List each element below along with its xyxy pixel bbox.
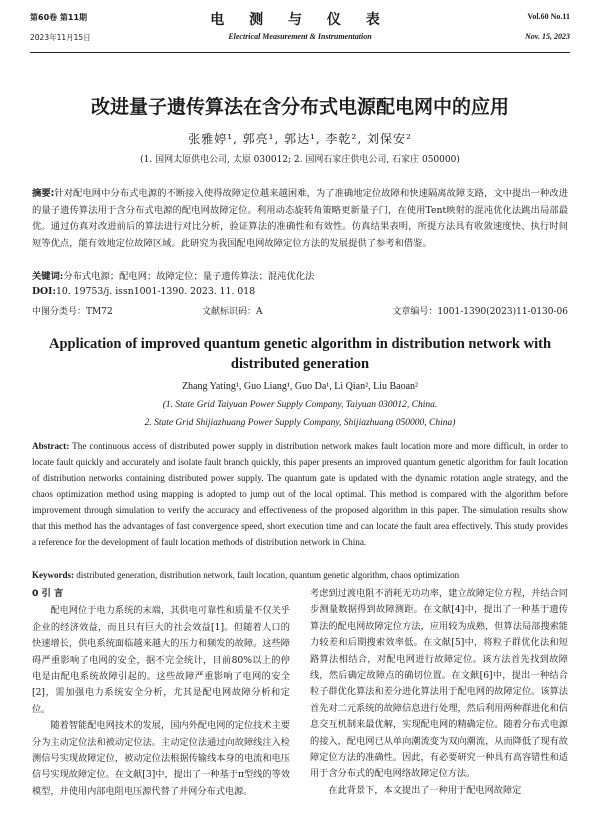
keywords-en <box>32 570 568 580</box>
keywords-en-text: distributed generation, distribution network, fault location, quantum genetic algorithm, chaos optimization <box>76 570 460 580</box>
document-code: 文献标识码：A <box>202 307 263 317</box>
keywords-en-label: Keywords: <box>32 570 74 580</box>
abstract-cn-label: 摘要: <box>32 188 55 199</box>
doi <box>32 286 255 297</box>
publication-date-en: Nov. 15, 2023 <box>524 32 570 41</box>
journal-name-cn: 电 测 与 仪 表 <box>210 12 390 28</box>
doi-value: 10. 19753/j. issn1001-1390. 2023. 11. 018 <box>55 286 256 297</box>
doi-label: DOI: <box>32 286 56 297</box>
body-column-right <box>310 586 568 799</box>
affiliation-cn: (1. 国网太原供电公司, 太原 030012; 2. 国网石家庄供电公司, 石家庄 050000) <box>140 155 460 165</box>
journal-name-en: Electrical Measurement & Instrumentation <box>228 32 372 41</box>
abstract-cn <box>32 186 568 252</box>
running-header <box>30 8 570 53</box>
volume-issue-en: Vol.60 No.11 <box>527 12 570 21</box>
abstract-en-label: Abstract: <box>32 441 70 451</box>
authors-cn: 张雅婷¹, 郭亮¹, 郭达¹, 李乾², 刘保安² <box>188 132 412 146</box>
affiliation-en-1: (1. State Grid Taiyuan Power Supply Company, Taiyuan 030012, China. <box>162 400 438 410</box>
body-paragraph: 考虑到过渡电阻不消耗无功功率，建立故障定位方程，并结合同步测量数据得到故障测距。在文献[4]中，提出了一种基于遗传算法的配电网故障定位方法，应用较为成熟，但算法局部搜索能力较差和后期搜索效率低。在文献[5]中，将粒子群优化法和短路算法相结合，对配电网进行故障定位。该方法首先找到故障线，然后确定故障点的确切位置。在文献[6]中，提出一种结合粒子群优化算法和差分进化算法用于配电网的故障定位。该算法首先对二元系统的故障信息进行处理，然后利用两种群进化和信息交互机制来最优解，实现配电网的精确定位。随着分布式电源的接入，配电网已从单向潮流变为双向潮流，从而降低了现有故障定位方法的准确性。因此，有必要研究一种具有高容错性和适用于含分布式的配电网络故障定位方法。 <box>310 588 568 780</box>
title-en: Application of improved quantum genetic algorithm in distribution network with distributed generation <box>48 336 552 372</box>
title-cn: 改进量子遗传算法在含分布式电源配电网中的应用 <box>90 96 509 118</box>
body-column-left <box>32 586 290 800</box>
keywords-cn-text: 分布式电源；配电网；故障定位；量子遗传算法；混沌优化法 <box>63 271 315 282</box>
abstract-cn-text: 针对配电网中分布式电源的不断接入使得故障定位越来越困难，为了准确地定位故障和快速隔离故障支路，文中提出一种改进的量子遗传算法用于含分布式电源的配电网故障定位。利用动态旋转角策略更新量子门，在使用Tent映射的混沌优化法跳出局部最优。通过仿真对改进前后的算法进行对比分析，验证算法的准确性和有效性。仿真结果表明，所提方法具有收敛速度快、执行时间短等优点，能有效地定位故障区域。此研究为我国配电网故障定位方法的发展提供了参考和借鉴。 <box>32 188 568 249</box>
section-heading-introduction: 0 引 言 <box>32 588 64 599</box>
publication-date-cn: 2023年11月15日 <box>30 33 91 42</box>
keywords-cn-label: 关键词: <box>32 271 64 282</box>
body-paragraph: 配电网位于电力系统的末端，其供电可靠性和质量不仅关乎企业的经济效益，而且只有巨大的社会效益[1]。但随着人口的快速增长，供电系统面临越来越大的压力和频发的故障。这些障碍严重影响了电网的安全，据不完全统计，目前80%以上的停电是由配电系统故障引起的。这些故障严重影响了电网的安全[2]，需加强电力系统安全分析，尤其是配电网故障分析和定位。 <box>32 605 290 715</box>
body-paragraph: 随着智能配电网技术的发展，国内外配电网的定位技术主要分为主动定位法和被动定位法。主动定位法通过向故障线注入检测信号实现故障定位，被动定位法根据传输线本身的电流和电压信号实现故障定位。在文献[3]中，提出了一种基于π型线的等效模型，并使用内部电阻电压源代替了并网分布式电源。 <box>32 720 290 797</box>
clc-number: 中图分类号：TM72 <box>32 307 113 317</box>
affiliation-en-2: 2. State Grid Shijiazhuang Power Supply Company, Shijiazhuang 050000, China) <box>144 418 456 428</box>
volume-issue: 第60卷 第11期 <box>30 13 88 22</box>
abstract-en <box>32 438 568 550</box>
keywords-cn <box>32 268 568 282</box>
body-paragraph: 在此背景下，本文提出了一种用于配电网故障定 <box>328 784 522 796</box>
authors-en: Zhang Yating¹, Guo Liang¹, Guo Da¹, Li Qian², Liu Baoan² <box>181 381 419 392</box>
abstract-en-text: The continuous access of distributed power supply in distribution network makes fault location more and more difficult, in order to locate fault quickly and accurately and isolate fault branch quickly, this paper presents an improved quantum genetic algorithm for fault location of distribution networks containing distributed power supply. The quantum gate is updated with the dynamic rotation angle strategy, and the chaos optimization method using mapping is adopted to jump out of the local optimal. This method is compared with the algorithm before improvement through simulation to verify the accuracy and effectiveness of the proposed algorithm in this paper. The simulation results show that this method has the advantages of fast convergence speed, short execution time and can locate the fault area effectively. This study provides a reference for the development of fault location methods of distribution network in China. <box>32 441 568 547</box>
article-number: 文章编号：1001-1390(2023)11-0130-06 <box>392 307 568 317</box>
